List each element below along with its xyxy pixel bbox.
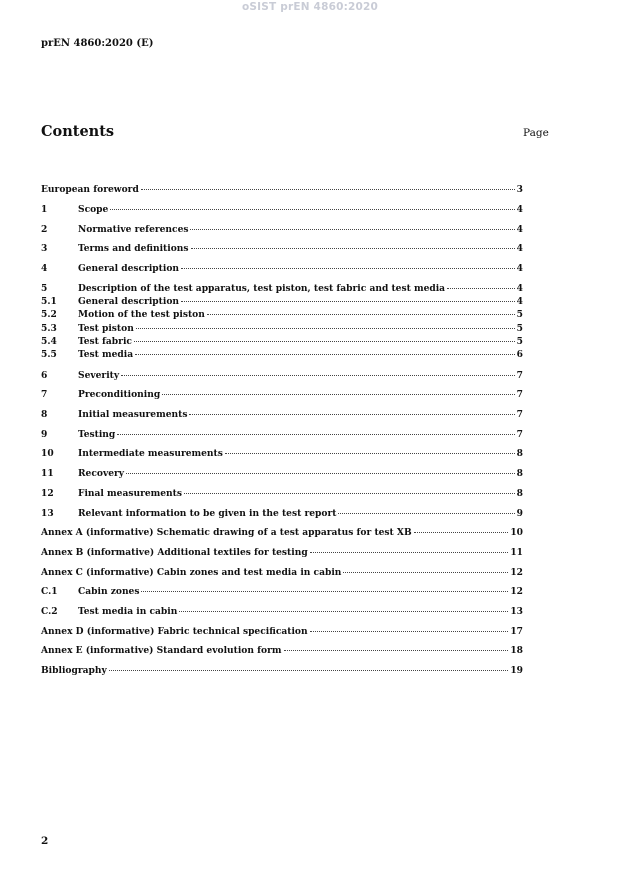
toc-number: 3 [41, 243, 48, 254]
toc-page: 8 [516, 488, 523, 499]
dot-leader [343, 572, 508, 573]
dot-leader [181, 301, 515, 302]
dot-leader [162, 394, 514, 395]
toc-number: 9 [41, 429, 48, 440]
toc-title: Recovery [78, 468, 125, 479]
toc-number: 5 [41, 283, 48, 294]
toc-entry-c-1[interactable] [41, 585, 523, 598]
toc-number: 12 [41, 488, 54, 499]
toc-page: 9 [516, 508, 523, 519]
dot-leader [141, 189, 515, 190]
toc-title: Terms and definitions [78, 243, 189, 254]
toc-page: 12 [510, 586, 523, 597]
toc-entry-annex-d[interactable] [41, 625, 523, 638]
dot-leader [136, 328, 515, 329]
toc-page: 4 [516, 263, 523, 274]
dot-leader [284, 650, 509, 651]
toc-page: 7 [516, 429, 523, 440]
toc-title: Test media in cabin [78, 606, 178, 617]
toc-entry-8[interactable] [41, 408, 523, 421]
dot-leader [338, 513, 514, 514]
dot-leader [117, 434, 514, 435]
toc-entry-3[interactable] [41, 242, 523, 255]
toc-page: 8 [516, 448, 523, 459]
toc-title: Cabin zones [78, 586, 140, 597]
toc-title: European foreword [41, 184, 139, 195]
dot-leader [134, 341, 515, 342]
toc-page: 4 [516, 296, 523, 307]
toc-title: Annex C (informative) Cabin zones and test media in cabin [41, 567, 342, 578]
toc-entry-annex-c[interactable] [41, 566, 523, 579]
toc-page: 6 [516, 349, 523, 360]
toc-entry-foreword[interactable] [41, 183, 523, 196]
toc-title: Testing [78, 429, 116, 440]
toc-title: Relevant information to be given in the test report [78, 508, 337, 519]
dot-leader [110, 209, 514, 210]
toc-entry-1[interactable] [41, 203, 523, 216]
toc-entry-9[interactable] [41, 428, 523, 441]
toc-title: General description [78, 296, 179, 307]
toc-number: 10 [41, 448, 54, 459]
dot-leader [414, 532, 509, 533]
page-number: 2 [41, 835, 49, 847]
toc-title: Bibliography [41, 665, 107, 676]
toc-number: 4 [41, 263, 48, 274]
toc-entry-10[interactable] [41, 447, 523, 460]
page-column-heading: Page [523, 127, 549, 139]
toc-page: 17 [510, 626, 523, 637]
toc-title: Annex E (informative) Standard evolution form [41, 645, 282, 656]
toc-entry-annex-e[interactable] [41, 644, 523, 657]
toc-page: 19 [510, 665, 523, 676]
toc-entry-11[interactable] [41, 467, 523, 480]
toc-title: Annex D (informative) Fabric technical specification [41, 626, 308, 637]
toc-page: 7 [516, 409, 523, 420]
toc-number: 6 [41, 370, 48, 381]
toc-entry-annex-a[interactable] [41, 526, 523, 539]
toc-entry-6[interactable] [41, 369, 523, 382]
toc-page: 7 [516, 370, 523, 381]
dot-leader [141, 591, 508, 592]
toc-entry-annex-b[interactable] [41, 546, 523, 559]
toc-page: 7 [516, 389, 523, 400]
dot-leader [310, 552, 509, 553]
toc-entry-5[interactable] [41, 282, 523, 295]
toc-entry-c-2[interactable] [41, 605, 523, 618]
toc-entry-5-5[interactable] [41, 348, 523, 361]
toc-number: 11 [41, 468, 54, 479]
toc-title: Test piston [78, 323, 134, 334]
toc-title: Initial measurements [78, 409, 188, 420]
dot-leader [184, 493, 515, 494]
toc-page: 13 [510, 606, 523, 617]
toc-entry-7[interactable] [41, 388, 523, 401]
toc-page: 4 [516, 224, 523, 235]
toc-page: 5 [516, 323, 523, 334]
toc-entry-5-3[interactable] [41, 322, 523, 335]
toc-number: 5.3 [41, 323, 57, 334]
toc-title: Annex B (informative) Additional textiles for testing [41, 547, 308, 558]
dot-leader [225, 453, 515, 454]
toc-title: General description [78, 263, 179, 274]
toc-page: 11 [510, 547, 523, 558]
dot-leader [179, 611, 508, 612]
toc-title: Description of the test apparatus, test piston, test fabric and test media [78, 283, 446, 294]
dot-leader [121, 375, 515, 376]
dot-leader [181, 268, 515, 269]
toc-title: Test fabric [78, 336, 132, 347]
toc-number: C.2 [41, 606, 58, 617]
toc-number: 7 [41, 389, 48, 400]
toc-page: 4 [516, 204, 523, 215]
toc-page: 3 [516, 184, 523, 195]
dot-leader [447, 288, 515, 289]
dot-leader [190, 229, 514, 230]
toc-number: 1 [41, 204, 48, 215]
toc-page: 5 [516, 309, 523, 320]
toc-page: 4 [516, 243, 523, 254]
toc-entry-4[interactable] [41, 262, 523, 275]
toc-title: Severity [78, 370, 120, 381]
toc-number: C.1 [41, 586, 58, 597]
watermark: oSIST prEN 4860:2020 [241, 1, 379, 13]
toc-title: Annex A (informative) Schematic drawing of a test apparatus for test XB [41, 527, 412, 538]
toc-number: 2 [41, 224, 48, 235]
toc-number: 5.5 [41, 349, 57, 360]
dot-leader [207, 314, 515, 315]
toc-page: 10 [510, 527, 523, 538]
toc-page: 4 [516, 283, 523, 294]
dot-leader [126, 473, 515, 474]
dot-leader [109, 670, 509, 671]
toc-entry-5-1[interactable] [41, 295, 523, 308]
dot-leader [191, 248, 515, 249]
toc-number: 5.4 [41, 336, 57, 347]
toc-entry-5-2[interactable] [41, 308, 523, 321]
dot-leader [189, 414, 514, 415]
toc-number: 13 [41, 508, 54, 519]
toc-entry-12[interactable] [41, 487, 523, 500]
toc-number: 5.1 [41, 296, 57, 307]
toc-entry-5-4[interactable] [41, 335, 523, 348]
toc-title: Final measurements [78, 488, 182, 499]
document-id: prEN 4860:2020 (E) [41, 38, 154, 49]
toc-page: 5 [516, 336, 523, 347]
toc-title: Test media [78, 349, 134, 360]
toc-title: Motion of the test piston [78, 309, 205, 320]
toc-entry-bibliography[interactable] [41, 664, 523, 677]
toc-title: Scope [78, 204, 109, 215]
toc-number: 5.2 [41, 309, 57, 320]
toc-page: 8 [516, 468, 523, 479]
dot-leader [135, 354, 515, 355]
toc-title: Preconditioning [78, 389, 161, 400]
contents-heading: Contents [41, 123, 115, 140]
toc-number: 8 [41, 409, 48, 420]
toc-title: Normative references [78, 224, 189, 235]
dot-leader [310, 631, 509, 632]
toc-page: 18 [510, 645, 523, 656]
toc-entry-13[interactable] [41, 507, 523, 520]
toc-title: Intermediate measurements [78, 448, 223, 459]
toc-entry-2[interactable] [41, 223, 523, 236]
toc-page: 12 [510, 567, 523, 578]
